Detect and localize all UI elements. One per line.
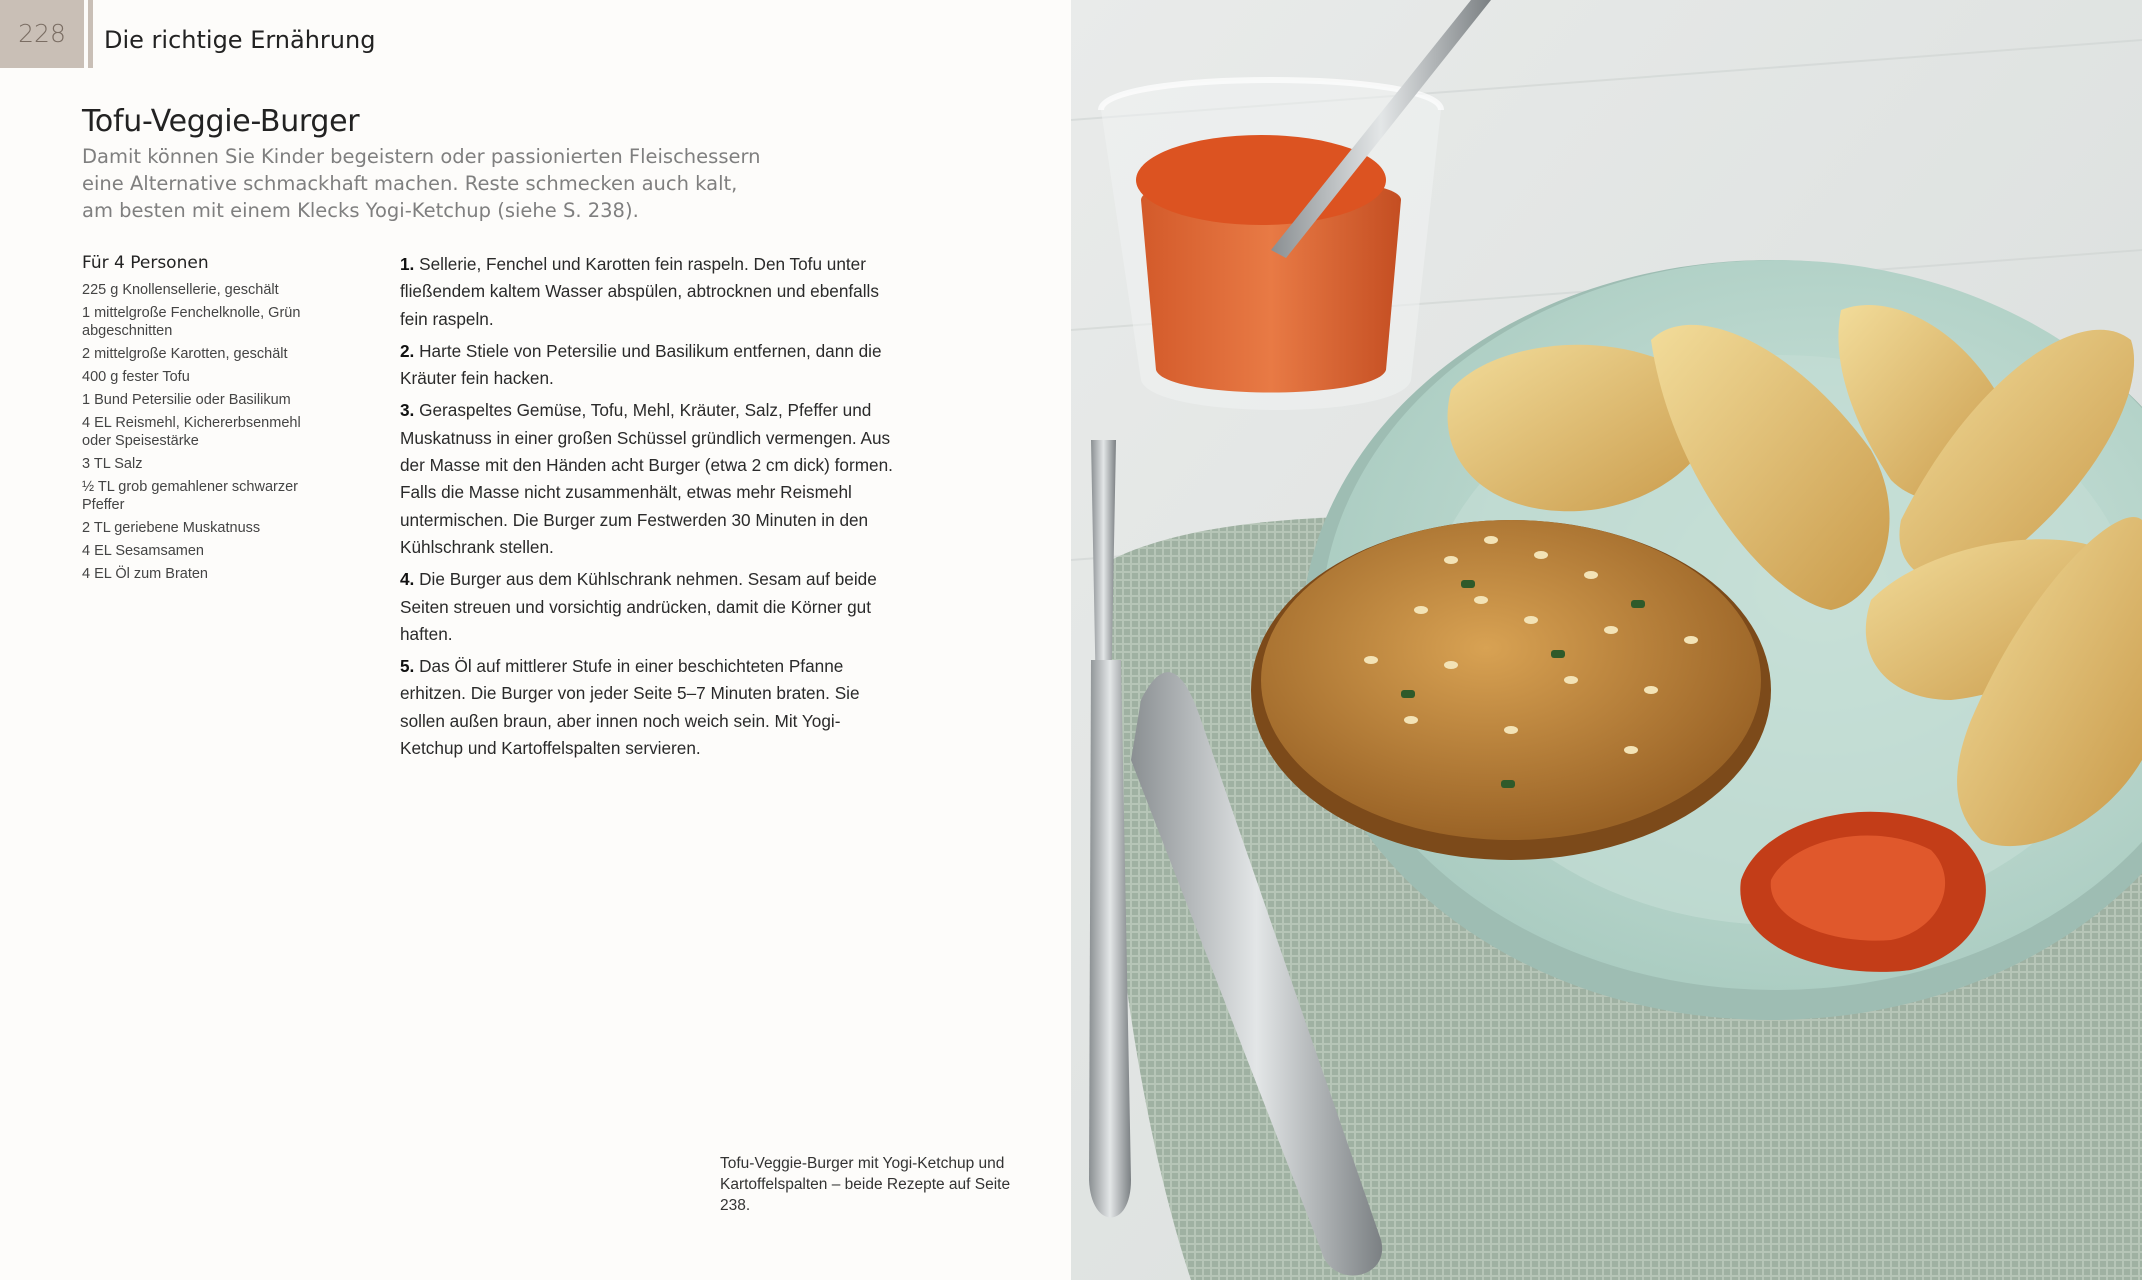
ingredient-item: 3 TL Salz: [82, 456, 143, 472]
page-number: 228: [18, 19, 66, 48]
ingredient-item: 1 mittelgroße Fenchelknolle, Grün abgeschnitten: [82, 305, 301, 339]
recipe-intro: Damit können Sie Kinder begeistern oder passionierten Fleischessern eine Alternative schmackhaft machen. Reste schmecken auch kalt, am besten mit einem Klecks Yogi-Ketchup (siehe S. 238).: [82, 145, 761, 222]
step-text: Geraspeltes Gemüse, Tofu, Mehl, Kräuter, Salz, Pfeffer und Muskatnuss in einer großen Schüssel gründlich vermengen. Aus der Masse mit den Händen acht Burger (etwa 2 cm dick) formen. Falls die Masse nicht zusammenhält, etwas mehr Reismehl untermischen. Die Burger zum Festwerden 30 Minuten in den Kühlschrank stellen.: [400, 400, 893, 557]
section-title: Die richtige Ernährung: [104, 26, 376, 54]
ingredient-item: 4 EL Reismehl, Kichererbsenmehl oder Speisestärke: [82, 415, 301, 449]
veggie-burger-patty: [1251, 520, 1771, 860]
page-number-box: [0, 0, 84, 68]
ingredient-item: 4 EL Öl zum Braten: [82, 566, 208, 582]
method-steps: [400, 251, 900, 767]
method-step: [400, 653, 900, 762]
header-divider: [88, 0, 93, 68]
step-number: 2.: [400, 340, 415, 361]
method-step: [400, 397, 900, 561]
step-number: 1.: [400, 254, 415, 274]
step-text: Harte Stiele von Petersilie und Basilikum entfernen, dann die Kräuter fein hacken.: [400, 340, 882, 389]
method-step: [400, 566, 900, 648]
food-photo: [1071, 0, 2142, 1280]
food-photo-illustration: [1071, 0, 2142, 1280]
ingredient-item: 400 g fester Tofu: [82, 369, 190, 385]
photo-caption: Tofu-Veggie-Burger mit Yogi-Ketchup und Kartoffelspalten – beide Rezepte auf Seite 238.: [720, 1155, 1011, 1214]
method-step: [400, 338, 900, 393]
left-page: [0, 0, 1070, 1280]
step-text: Sellerie, Fenchel und Karotten fein raspeln. Den Tofu unter fließendem kaltem Wasser abspülen, abtrocknen und ebenfalls fein raspeln.: [400, 254, 879, 329]
servings-heading: Für 4 Personen: [82, 253, 209, 273]
ingredient-item: 4 EL Sesamsamen: [82, 543, 204, 559]
step-text: Das Öl auf mittlerer Stufe in einer beschichteten Pfanne erhitzen. Die Burger von jeder Seite 5–7 Minuten braten. Sie sollen außen braun, aber innen noch weich sein. Mit Yogi-Ketchup und Kartoffelspalten servieren.: [400, 656, 860, 759]
ingredient-list: [82, 281, 332, 588]
ingredient-item: 1 Bund Petersilie oder Basilikum: [82, 392, 291, 408]
ingredient-item: 2 mittelgroße Karotten, geschält: [82, 346, 288, 362]
step-text: Die Burger aus dem Kühlschrank nehmen. Sesam auf beide Seiten streuen und vorsichtig andrücken, damit die Körner gut haften.: [400, 569, 877, 644]
recipe-title: Tofu-Veggie-Burger: [82, 104, 360, 139]
ingredient-item: ½ TL grob gemahlener schwarzer Pfeffer: [82, 479, 298, 513]
step-number: 5.: [400, 656, 415, 677]
method-step: [400, 251, 900, 333]
ketchup-glass: [1101, 80, 1441, 410]
ingredient-item: 2 TL geriebene Muskatnuss: [82, 520, 261, 536]
ingredient-item: 225 g Knollensellerie, geschält: [82, 282, 279, 298]
step-number: 4.: [400, 569, 415, 590]
step-number: 3.: [400, 400, 415, 421]
